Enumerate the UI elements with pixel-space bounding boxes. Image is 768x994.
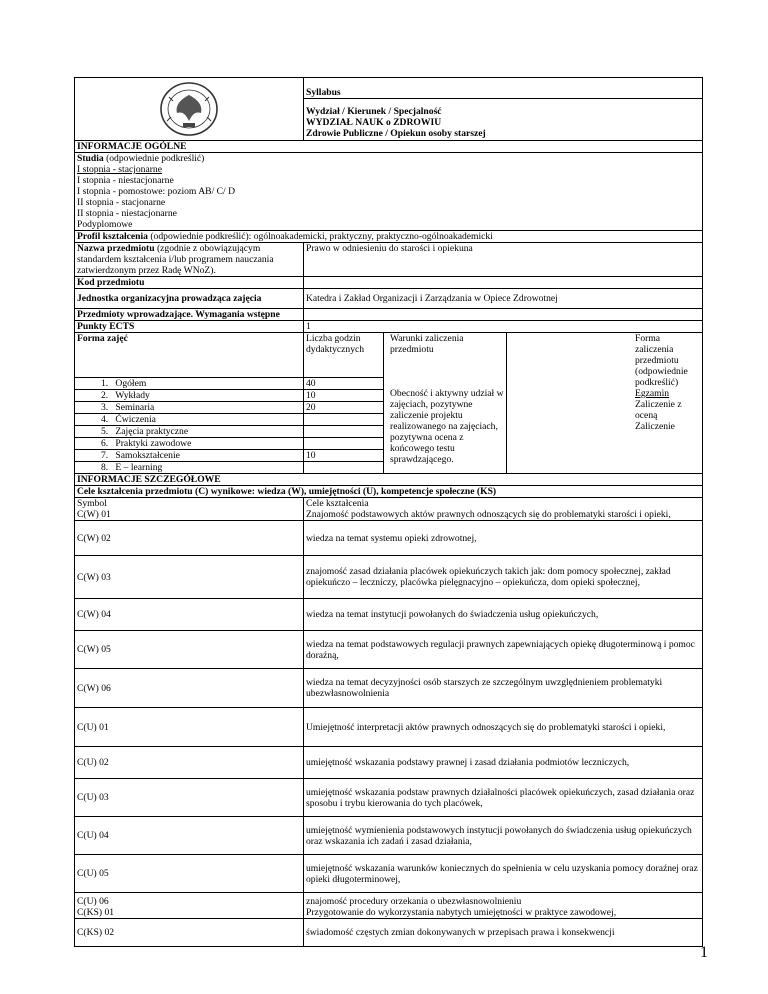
hours-header: Liczba godzin dydaktycznych (304, 333, 384, 378)
form-row: 5. Zajęcia praktyczne (75, 426, 304, 438)
goal-symbol: C(U) 04 (75, 817, 304, 855)
form-row: 3. Seminaria (75, 402, 304, 414)
faculty-label: Wydział / Kierunek / Specjalność (306, 106, 442, 117)
syllabus-document (74, 77, 702, 947)
symbol-header: Symbol (77, 498, 107, 509)
profile-label: Profil kształcenia (77, 231, 148, 242)
goal-symbol: C(W) 03 (75, 556, 304, 599)
credit-form-column (507, 333, 703, 474)
studia-option: I stopnia - stacjonarne (77, 164, 162, 175)
form-hours (304, 438, 384, 450)
studia-hint: (odpowiednie podkreślić) (103, 153, 205, 164)
goals-title: Cele kształcenia przedmiotu (C) wynikowe: wiedza (W), umiejętności (U), kompetencje społeczne (KS) (75, 486, 703, 498)
code-value (304, 277, 703, 289)
studia-label: Studia (77, 153, 104, 164)
goal-symbol: C(U) 02 (75, 747, 304, 779)
course-name-label-cell (75, 243, 304, 277)
prereq-label: Przedmioty wprowadzające. Wymagania wstępne (75, 309, 304, 321)
studia-option: Podyplomowe (77, 219, 133, 230)
goal-text: umiejętność wymienienia podstawowych instytucji powołanych do świadczenia usług opiekuńczych oraz wskazania ich zadań i zasad działania, (304, 817, 703, 855)
faculty-name: WYDZIAŁ NAUK o ZDROWIU (306, 117, 442, 128)
syllabus-table (74, 77, 703, 947)
goal-text: umiejętność wskazania warunków koniecznych do spełnienia w celu uzyskania pomocy doraźnej oraz opieki długoterminowej, (304, 855, 703, 893)
unit-label: Jednostka organizacyjna prowadząca zajęcia (75, 289, 304, 309)
conditions-text: Obecność i aktywny udział w zajęciach, pozytywne zaliczenie projektu realizowanego na zajęciach, pozytywna ocena z końcowego testu sprawdzającego. (390, 388, 504, 465)
form-row: 8. E – learning (75, 462, 304, 474)
form-row: 2. Wykłady (75, 390, 304, 402)
goal-text: umiejętność wskazania podstawy prawnej i zasad działania podmiotów leczniczych, (304, 747, 703, 779)
studia-cell (75, 153, 703, 231)
faculty-cell (304, 98, 703, 140)
goal-cell-text (304, 893, 703, 919)
goal-text: Umiejętność interpretacji aktów prawnych odnoszących się do problematyki starości i opieki, (304, 708, 703, 747)
goal-symbol: C(U) 05 (75, 855, 304, 893)
conditions-column (384, 333, 507, 474)
course-name-label: Nazwa przedmiotu (77, 243, 155, 254)
forms-label: Forma zajęć (75, 333, 304, 378)
syllabus-title: Syllabus (304, 78, 703, 99)
studia-option: II stopnia - stacjonarne (77, 197, 166, 208)
code-label: Kod przedmiotu (75, 277, 304, 289)
goal-text: wiedza na temat podstawowych regulacji prawnych zapewniających opiekę długoterminową i pomoc doraźną, (304, 631, 703, 669)
course-name-hint: (zgodnie z obowiązującym standardem kształcenia i/lub programem nauczania zatwierdzonym przez Radę WNoZ). (77, 243, 274, 276)
goal-text: Przygotowanie do wykorzystania nabytych umiejętności w praktyce zawodowej, (306, 907, 617, 918)
course-name: Prawo w odniesieniu do starości i opiekuna (304, 243, 703, 277)
ects-label: Punkty ECTS (75, 321, 304, 333)
goal-symbol: C(U) 03 (75, 779, 304, 817)
unit-value: Katedra i Zakład Organizacji i Zarządzania w Opiece Zdrowotnej (304, 289, 703, 309)
credit-form-option: Zaliczenie z oceną (635, 399, 682, 421)
profile-cell (75, 231, 703, 243)
goal-cell-text (304, 498, 703, 521)
form-row: 4. Ćwiczenia (75, 414, 304, 426)
goal-symbol: C(W) 02 (75, 521, 304, 556)
ects-value: 1 (304, 321, 703, 333)
goal-text: świadomość częstych zmian dokonywanych w przepisach prawa i konsekwencji (304, 919, 703, 947)
goal-symbol: C(W) 06 (75, 669, 304, 708)
prereq-value (304, 309, 703, 321)
form-row: 6. Praktyki zawodowe (75, 438, 304, 450)
form-hours: 10 (304, 390, 384, 402)
goal-text: wiedza na temat decyzyjności osób starszych ze szczególnym uwzględnieniem problematyki ubezwłasnowolnienia (304, 669, 703, 708)
form-hours: 10 (304, 450, 384, 462)
form-row: 7. Samokształcenie (75, 450, 304, 462)
goal-text: znajomość procedury orzekania o ubezwłasnowolnieniu (306, 896, 522, 907)
program-name: Zdrowie Publiczne / Opiekun osoby starszej (306, 128, 486, 139)
goal-symbol: C(KS) 02 (75, 919, 304, 947)
goal-symbol: C(W) 01 (77, 509, 111, 520)
goal-symbol: C(W) 05 (75, 631, 304, 669)
general-section-title: INFORMACJE OGÓLNE (75, 141, 703, 153)
studia-option: II stopnia - niestacjonarne (77, 208, 177, 219)
goal-symbol: C(U) 06 (77, 896, 109, 907)
goal-header: Cele kształcenia (306, 498, 369, 509)
conditions-header: Warunki zaliczenia przedmiotu (390, 333, 464, 355)
form-hours (304, 462, 384, 474)
credit-form-header: Forma zaliczenia przedmiotu (odpowiednie podkreślić) (635, 333, 688, 388)
goal-cell-symbol (75, 498, 304, 521)
goal-text: Znajomość podstawowych aktów prawnych odnoszących się do problematyki starości i opieki, (306, 509, 671, 520)
goal-symbol: C(KS) 01 (77, 907, 115, 918)
form-hours (304, 414, 384, 426)
goal-text: umiejętność wskazania podstaw prawnych działalności placówek opiekuńczych, zasad działania oraz sposobu i trybu kierowania do tych placówek, (304, 779, 703, 817)
goal-symbol: C(U) 01 (75, 708, 304, 747)
goal-symbol: C(W) 04 (75, 599, 304, 631)
goal-cell-symbol (75, 893, 304, 919)
studia-option: I stopnia - pomostowe: poziom AB/ C/ D (77, 186, 236, 197)
detail-section-title: INFORMACJE SZCZEGÓŁOWE (75, 474, 703, 486)
university-seal-icon (159, 81, 219, 137)
form-hours: 40 (304, 378, 384, 390)
credit-form-option: Egzamin (635, 388, 670, 399)
form-row: 1. Ogółem (75, 378, 304, 390)
goal-text: wiedza na temat systemu opieki zdrowotnej, (304, 521, 703, 556)
page-number: 1 (700, 944, 708, 961)
goal-text: znajomość zasad działania placówek opiekuńczych takich jak: dom pomocy społecznej, zakład opiekuńczo – leczniczy, placówka pielęgnacyjno – opiekuńcza, dom opieki społecznej, (304, 556, 703, 599)
form-hours: 20 (304, 402, 384, 414)
studia-option: I stopnia - niestacjonarne (77, 175, 174, 186)
form-hours (304, 426, 384, 438)
university-seal-cell (75, 78, 304, 141)
goal-text: wiedza na temat instytucji powołanych do świadczenia usług opiekuńczych, (304, 599, 703, 631)
credit-form-option: Zaliczenie (635, 421, 675, 432)
profile-text: (odpowiednie podkreślić): ogólnoakademicki, praktyczny, praktyczno-ogólnoakademicki (147, 231, 493, 242)
